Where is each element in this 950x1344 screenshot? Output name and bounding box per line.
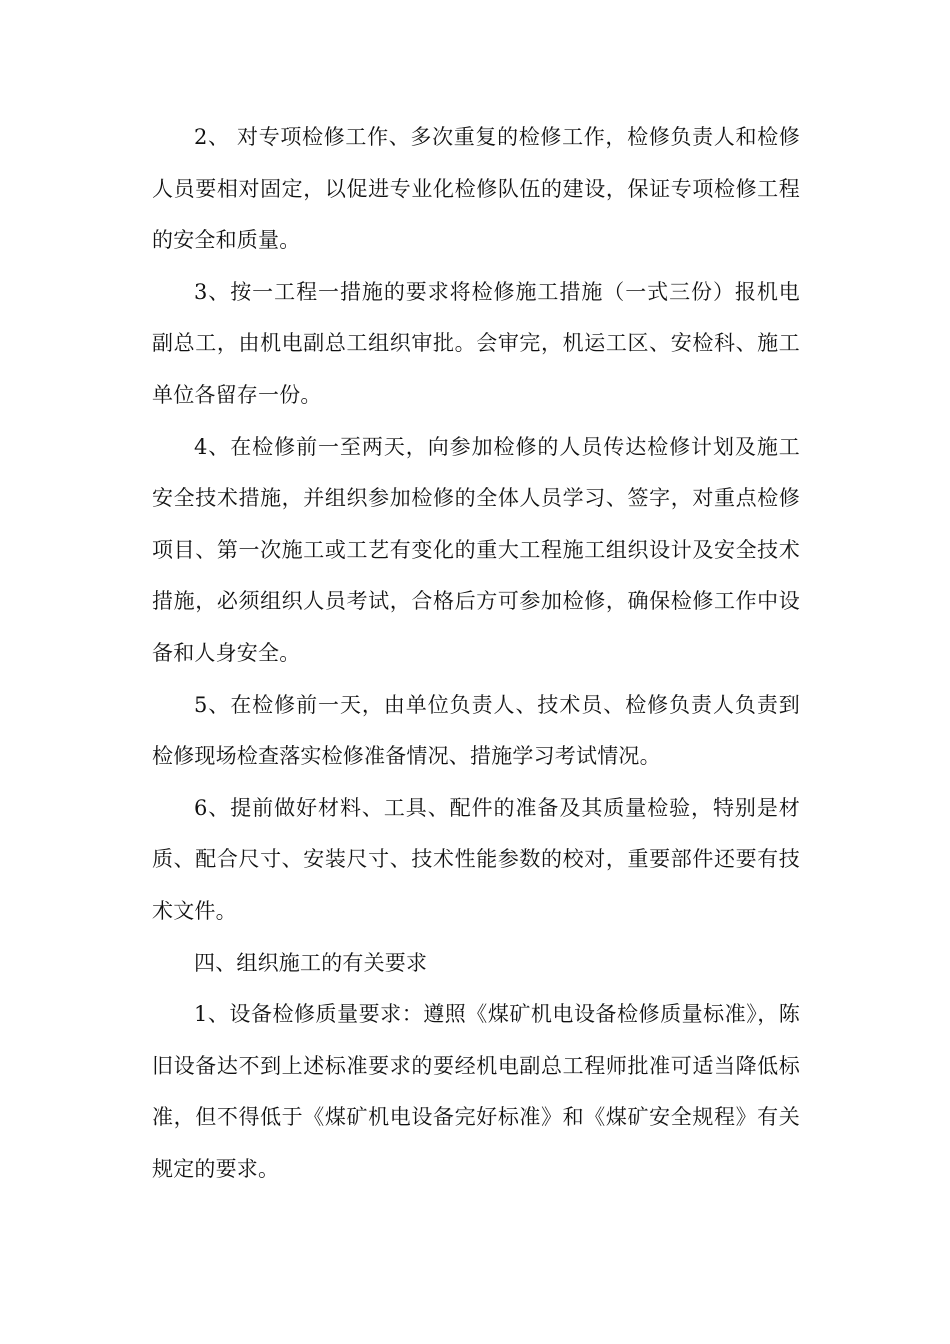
paragraph-item-6: 6、提前做好材料、工具、配件的准备及其质量检验，特别是材质、配合尺寸、安装尺寸、技术性能参数的校对，重要部件还要有技术文件。 <box>152 795 800 923</box>
paragraph-item-3: 3、按一工程一措施的要求将检修施工措施（一式三份）报机电副总工，由机电副总工组织审批。会审完，机运工区、安检科、施工单位各留存一份。 <box>152 279 800 407</box>
document-body <box>152 112 800 1195</box>
paragraph-item-5: 5、在检修前一天，由单位负责人、技术员、检修负责人负责到检修现场检查落实检修准备情况、措施学习考试情况。 <box>152 692 800 769</box>
paragraph-item-4: 4、在检修前一至两天，向参加检修的人员传达检修计划及施工安全技术措施，并组织参加检修的全体人员学习、签字，对重点检修项目、第一次施工或工艺有变化的重大工程施工组织设计及安全技术措施，必须组织人员考试，合格后方可参加检修，确保检修工作中设备和人身安全。 <box>152 434 800 665</box>
paragraph-item-2: 2、 对专项检修工作、多次重复的检修工作，检修负责人和检修人员要相对固定，以促进专业化检修队伍的建设，保证专项检修工程的安全和质量。 <box>152 125 800 253</box>
section-heading-4: 四、组织施工的有关要求 <box>194 950 428 975</box>
paragraph-item-1: 1、设备检修质量要求：遵照《煤矿机电设备检修质量标准》，陈旧设备达不到上述标准要求的要经机电副总工程师批准可适当降低标准，但不得低于《煤矿机电设备完好标准》和《煤矿安全规程》有关规定的要求。 <box>152 1002 800 1181</box>
